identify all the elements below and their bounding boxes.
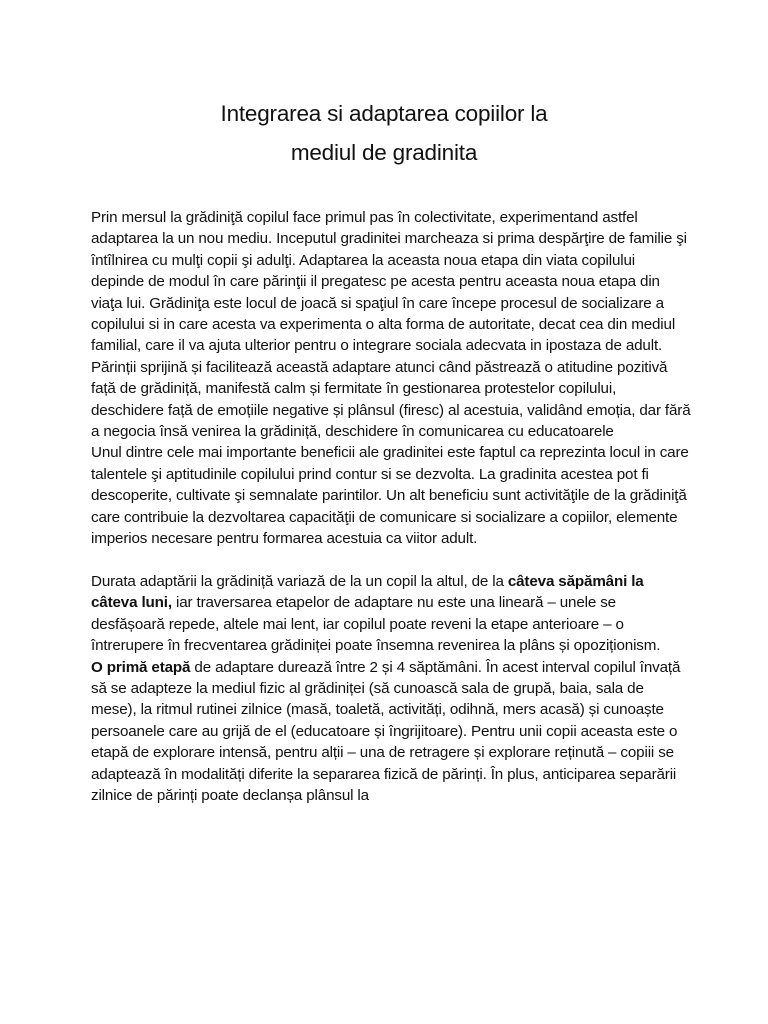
paragraph-intro: Prin mersul la grădiniţă copilul face primul pas în colectivitate, experimentand astfel adaptarea la un nou mediu. Inceputul gradinitei marcheaza si prima despărţire de familie şi întîlnirea cu mulţi copii şi adulţi. Adaptarea la aceasta noua etapa din viata copilului depinde de modul în care părinţii il pregatesc pe acesta pentru aceasta noua etapa din viaţa lui. Grădiniţa este locul de joacă si spaţiul în care începe procesul de socializare a copilului si in care acesta va experimenta o alta forma de autoritate, decat cea din mediul familial, care il va ajuta ulterior pentru o integrare sociala adecvata in ipostaza de adult. (91, 209, 687, 355)
paragraph-first-stage (91, 657, 691, 807)
paragraph-benefits: Unul dintre cele mai importante beneficii ale gradinitei este faptul ca reprezinta locul in care talentele şi aptitudinile copilului prind contur si se dezvolta. La gradinita acestea pot fi descoperite, cultivate şi semnalate parintilor. Un alt beneficiu sunt activităţile de la grădiniţă care contribuie la dezvoltarea capacităţii de comunicare si socializare a copiilor, elemente imperios necesare pentru formarea acestuia ca viitor adult. (91, 444, 689, 548)
paragraph-parents: Părinții sprijină și facilitează această adaptare atunci când păstrează o atitudine pozitivă față de grădiniță, manifestă calm și fermitate în gestionarea protestelor copilului, deschidere față de emoțiile negative și plânsul (firesc) al acestuia, validând emoția, dar fără a negocia însă venirea la grădiniță, deschidere în comunicarea cu educatoarele (91, 358, 691, 441)
paragraph-spacer (91, 550, 691, 571)
paragraph-first-stage-text: de adaptare durează între 2 și 4 săptămâni. În acest interval copilul învață să se adapteze la mediul fizic al grădiniței (să cunoască sala de grupă, baia, sala de mese), la ritmul rutinei zilnice (masă, toaletă, activități, odihnă, mers acasă) și cunoaște persoanele care au grijă de el (educatoare și îngrijitoare). Pentru unii copii aceasta este o etapă de explorare intensă, pentru alții – una de retragere și explorare reținută – copiii se adaptează în modalități diferite la separarea fizică de părinți. În plus, anticiparea separării zilnice de părinți poate declanșa plânsul la (91, 658, 681, 804)
paragraph-duration-text-a: Durata adaptării la grădiniță variază de la un copil la altul, de la (91, 572, 508, 590)
paragraph-first-stage-bold: O primă etapă (91, 658, 191, 676)
page-title (0, 94, 768, 172)
paragraph-duration-bold: câteva săpămâni la câteva luni, (91, 572, 644, 612)
paragraph-duration-text-b: iar traversarea etapelor de adaptare nu este una lineară – unele se desfășoară repede, altele mai lent, iar copilul poate reveni la etape anterioare – o întrerupere în frecventarea grădiniței poate însemna revenirea la plâns și opoziționism. (91, 594, 661, 655)
document-body (91, 207, 691, 806)
title-line-1: Integrarea si adaptarea copiilor la (220, 101, 548, 126)
paragraph-duration (91, 571, 691, 657)
title-line-2: mediul de gradinita (290, 140, 478, 165)
